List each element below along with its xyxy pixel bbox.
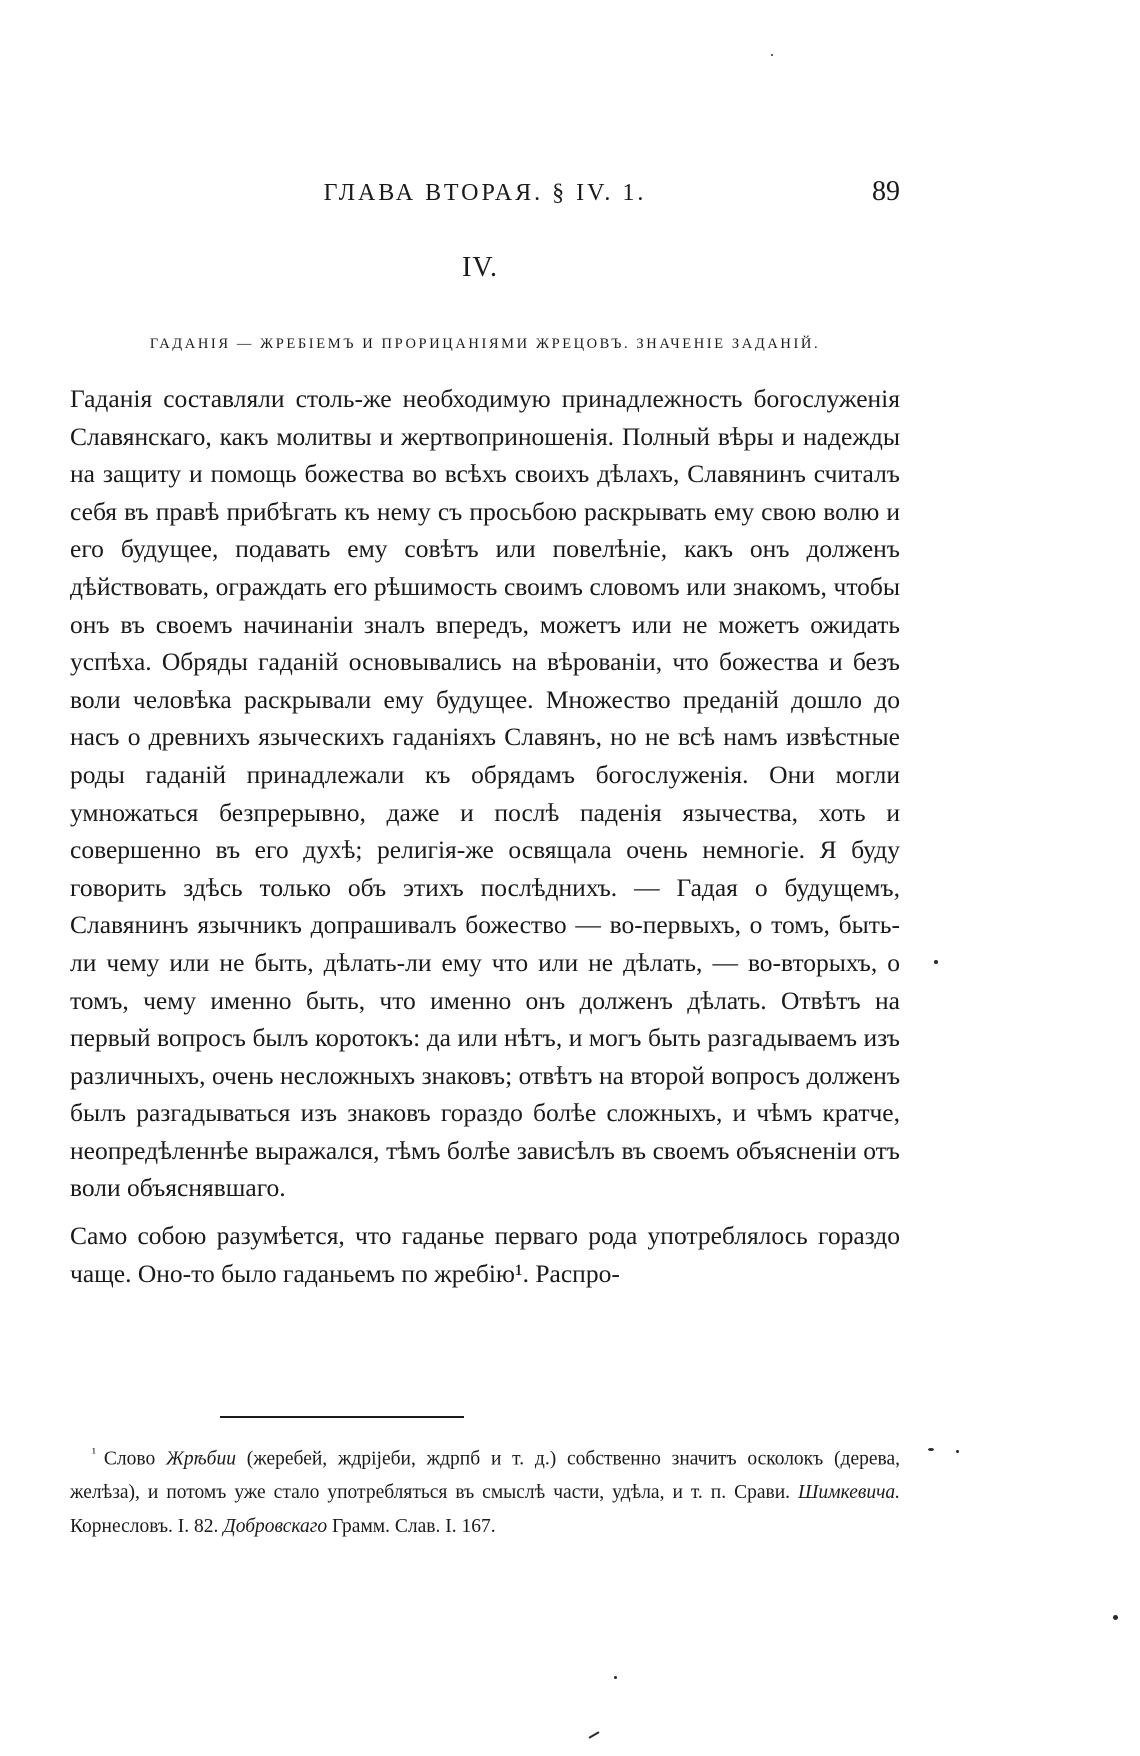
footnote-italic-2: Шимкевича. [798,1482,900,1503]
footnote-text-3: Корнесловъ. I. 82. [70,1515,224,1537]
body-text [70,380,900,1292]
scan-speck [771,54,773,56]
scan-speck [588,1731,599,1739]
footnote-mark: ¹ [92,1445,96,1460]
footnote-italic-1: Жрѣбии [166,1448,236,1470]
running-title: ГЛАВА ВТОРАЯ. § IV. 1. [323,180,647,206]
scan-speck [956,1450,959,1453]
page-number: 89 [872,176,900,207]
scan-speck [614,1676,617,1679]
paragraph-1: Гаданія составляли столь-же необходимую принадлежность богослуженія Славянскаго, какъ молитвы и жертвоприношенія. Полный вѣры и надежды на защиту и помощь божества во всѣхъ своихъ дѣлахъ, Славянинъ считалъ себя въ правѣ прибѣгать къ нему съ просьбою раскрывать ему свою волю и его будущее, подавать ему совѣтъ или повелѣніе, какъ онъ долженъ дѣйствовать, ограждать его рѣшимость своимъ словомъ или знакомъ, чтобы онъ въ своемъ начинаніи зналъ впередъ, можетъ или не можетъ ожидать успѣха. Обряды гаданій основывались на вѣрованіи, что божества и безъ воли человѣка раскрывали ему будущее. Множество преданій дошло до насъ о древнихъ языческихъ гаданіяхъ Славянъ, но не всѣ намъ извѣстные роды гаданій принадлежали къ обрядамъ богослуженія. Они могли умножаться безпрерывно, даже и послѣ паденія язычества, хоть и совершенно въ его духѣ; религія-же освящала очень немногіе. Я буду говорить здѣсь только объ этихъ послѣднихъ. — Гадая о будущемъ, Славянинъ язычникъ допрашивалъ божество — во-первыхъ, о томъ, быть-ли чему или не быть, дѣлать-ли ему что или не дѣлать, — во-вторыхъ, о томъ, чему именно быть, что именно онъ долженъ дѣлать. Отвѣтъ на первый вопросъ былъ коротокъ: да или нѣтъ, и могъ быть разгадываемъ изъ различныхъ, очень несложныхъ знаковъ; отвѣтъ на второй вопросъ долженъ былъ разгадываться изъ знаковъ гораздо болѣе сложныхъ, и чѣмъ кратче, неопредѣленнѣе выражался, тѣмъ болѣе зависѣлъ въ своемъ объясненіи отъ воли объяснявшаго. [70,384,900,1203]
scan-speck [1113,1615,1118,1620]
footnote-italic-3: Добровскаго [223,1515,328,1537]
footnote [70,1436,900,1543]
footnote-text-1: Слово [103,1448,167,1470]
running-head [70,176,900,216]
section-numeral: IV. [462,252,498,283]
scan-speck [934,960,938,964]
paragraph-2: Само собою разумѣется, что гаданье перваго рода употреблялось гораздо чаще. Оно-то было гаданьемъ по жребію¹. Распро- [70,1221,900,1288]
footnote-text-2: (жеребей, ждрijеби, ждрпб и т. д.) собственно значитъ осколокъ (дерева, желѣза), и потомъ уже стало употребляться въ смыслѣ части, удѣла, и т. п. Срави. [70,1448,900,1503]
footnote-text-4: Грамм. Слав. I. 167. [327,1515,496,1537]
section-heading: ГАДАНІЯ — ЖРЕБІЕМЪ И ПРОРИЦАНІЯМИ ЖРЕЦОВЪ. ЗНАЧЕНІЕ ЗАДАНІЙ. [149,336,821,352]
scan-speck [928,1448,934,1451]
footnote-rule [220,1416,464,1418]
